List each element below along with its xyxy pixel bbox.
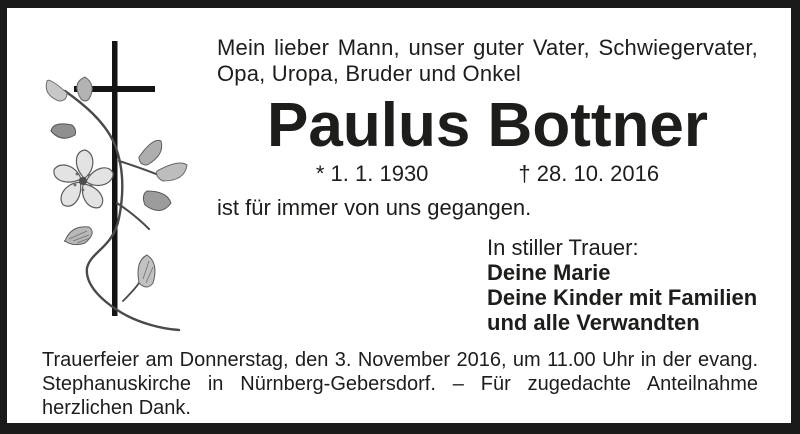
intro-text: Mein lieber Mann, unser guter Vater, Schwiegervater, Opa, Uropa, Bruder und Onkel <box>217 35 758 86</box>
leaf-cluster-top <box>46 77 92 138</box>
leaf-cluster-right <box>139 140 187 210</box>
mourner-line: und alle Verwandten <box>487 310 700 335</box>
vine-stems <box>65 91 179 330</box>
birth-date: * 1. 1. 1930 <box>315 161 429 186</box>
notice-body <box>217 35 758 335</box>
mourner-line: Deine Marie <box>487 260 611 285</box>
mourner-line: Deine Kinder mit Familien <box>487 285 758 310</box>
deceased-name: Paulus Bottner <box>267 91 708 160</box>
death-date: † 28. 10. 2016 <box>518 161 660 186</box>
cross-icon <box>74 41 155 316</box>
mourners-block <box>487 235 758 335</box>
cross-flowers-illustration <box>27 33 207 343</box>
funeral-info: Trauerfeier am Donnerstag, den 3. November 2016, um 11.00 Uhr in der evang. Stephanuskirche in Nürnberg-Gebersdorf. – Für zugedachte Anteilnahme herzlichen Dank. <box>42 349 758 419</box>
flower-icon <box>51 150 115 212</box>
leaf-cluster-bottom <box>65 227 155 287</box>
farewell-text: ist für immer von uns gegangen. <box>217 195 532 220</box>
mourning-label: In stiller Trauer: <box>487 235 639 260</box>
life-dates <box>217 161 758 187</box>
notice-card <box>7 8 791 423</box>
